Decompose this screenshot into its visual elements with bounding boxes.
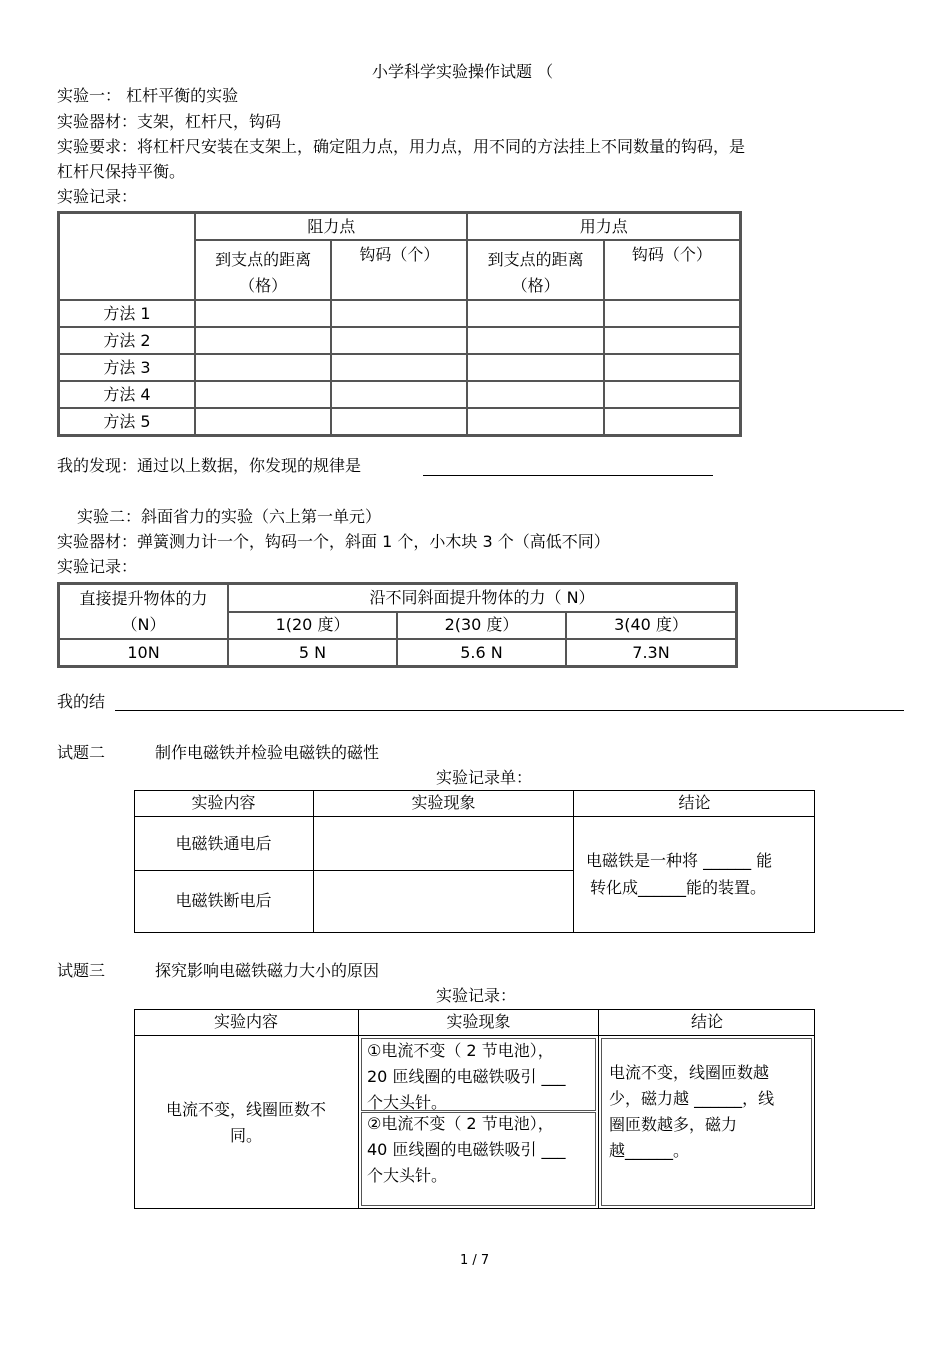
lever-cell (467, 327, 603, 354)
exp2-conclusion-label: 我的结 (57, 692, 106, 711)
lever-cell (604, 381, 740, 408)
lever-cell (467, 354, 603, 381)
lever-header-resistance: 阻力点 (195, 213, 468, 240)
test2-row-unpowered: 电磁铁断电后 (175, 891, 272, 910)
lever-cell (467, 408, 603, 435)
lever-cell (195, 327, 331, 354)
lever-cell (331, 327, 467, 354)
test3-content-line2: 同。 (229, 1126, 262, 1145)
test3-conclusion: 电流不变，线圈匝数越 少，磁力越 ______，线 圈匝数越多，磁力 越______。 (609, 1063, 775, 1160)
lever-row-label: 方法 5 (59, 408, 195, 435)
test3-record-title: 实验记录： (436, 986, 517, 1005)
slope-angle-2: 2(30 度） (397, 612, 566, 640)
lever-cell (604, 408, 740, 435)
test2-header-phenomenon: 实验现象 (411, 793, 476, 812)
lever-table-corner (59, 213, 195, 300)
test3-observation-1: ①电流不变（ 2 节电池）， 20 匝线圈的电磁铁吸引 ___ 个大头针。 (367, 1041, 566, 1112)
slope-angle-3: 3(40 度） (566, 612, 736, 640)
lever-header-hooks-effort: 钩码（个） (604, 240, 740, 300)
slope-header-group: 沿不同斜面提升物体的力（ N） (228, 584, 736, 612)
test2-header-conclusion: 结论 (678, 793, 711, 812)
lever-cell (331, 408, 467, 435)
lever-cell (331, 381, 467, 408)
exp1-materials: 实验器材：支架，杠杆尺，钩码 (57, 112, 282, 131)
exp1-record-label: 实验记录： (57, 187, 138, 206)
slope-angle-1: 1(20 度） (228, 612, 397, 640)
lever-cell (195, 381, 331, 408)
exp2-conclusion-blank (115, 710, 904, 711)
exp1-requirement-line1: 实验要求：将杠杆尺安装在支架上，确定阻力点，用力点，用不同的方法挂上不同数量的钩码，是 (57, 137, 746, 156)
test3-heading: 探究影响电磁铁磁力大小的原因 (155, 961, 380, 980)
test3-header-conclusion: 结论 (690, 1012, 723, 1031)
lever-header-effort: 用力点 (467, 213, 740, 240)
test2-record-title: 实验记录单： (436, 768, 533, 787)
test2-label: 试题二 (57, 743, 106, 762)
lever-header-distance-effort: 到支点的距离 （格） (467, 240, 603, 300)
lever-cell (195, 408, 331, 435)
lever-table (57, 211, 742, 437)
exp1-requirement-line2: 杠杆尺保持平衡。 (57, 162, 186, 181)
test3-content-line1: 电流不变，线圈匝数不 (165, 1100, 326, 1119)
test3-observation-2: ②电流不变（ 2 节电池）， 40 匝线圈的电磁铁吸引 ___ 个大头针。 (367, 1114, 566, 1185)
lever-cell (467, 300, 603, 327)
exp2-materials: 实验器材：弹簧测力计一个，钩码一个，斜面 1 个，小木块 3 个（高低不同） (57, 532, 610, 551)
test3-header-content: 实验内容 (213, 1012, 278, 1031)
lever-cell (195, 354, 331, 381)
lever-cell (331, 300, 467, 327)
slope-value-2: 5.6 N (397, 639, 566, 666)
lever-cell (604, 354, 740, 381)
slope-value-1: 5 N (228, 639, 397, 666)
exp1-finding: 我的发现：通过以上数据，你发现的规律是 (57, 456, 362, 475)
slope-value-3: 7.3N (566, 639, 736, 666)
lever-header-hooks-resistance: 钩码（个） (331, 240, 467, 300)
lever-cell (331, 354, 467, 381)
lever-row-label: 方法 3 (59, 354, 195, 381)
test3-header-phenomenon: 实验现象 (446, 1012, 511, 1031)
test2-row-powered: 电磁铁通电后 (175, 834, 272, 853)
exp2-heading: 实验二：斜面省力的实验（六上第一单元） (77, 507, 382, 526)
test2-conclusion-line1: 电磁铁是一种将 ______ 能 (586, 851, 773, 870)
page-number: 1 / 7 (460, 1253, 490, 1268)
lever-cell (604, 300, 740, 327)
slope-header-direct: 直接提升物体的力 （N） (59, 584, 228, 639)
page-title: 小学科学实验操作试题 （ (372, 62, 554, 81)
exp1-heading: 实验一： 杠杆平衡的实验 (57, 86, 239, 105)
lever-row-label: 方法 1 (59, 300, 195, 327)
slope-table (57, 582, 738, 668)
lever-cell (195, 300, 331, 327)
lever-header-distance-resistance: 到支点的距离 （格） (195, 240, 331, 300)
lever-row-label: 方法 2 (59, 327, 195, 354)
exp2-record-label: 实验记录： (57, 557, 138, 576)
test2-conclusion-line2: 转化成______能的装置。 (590, 878, 767, 897)
slope-value-direct: 10N (59, 639, 228, 666)
test2-header-content: 实验内容 (191, 793, 256, 812)
test3-label: 试题三 (57, 961, 106, 980)
lever-cell (467, 381, 603, 408)
lever-row-label: 方法 4 (59, 381, 195, 408)
lever-cell (604, 327, 740, 354)
test2-heading: 制作电磁铁并检验电磁铁的磁性 (155, 743, 380, 762)
exp1-finding-blank (423, 475, 713, 476)
